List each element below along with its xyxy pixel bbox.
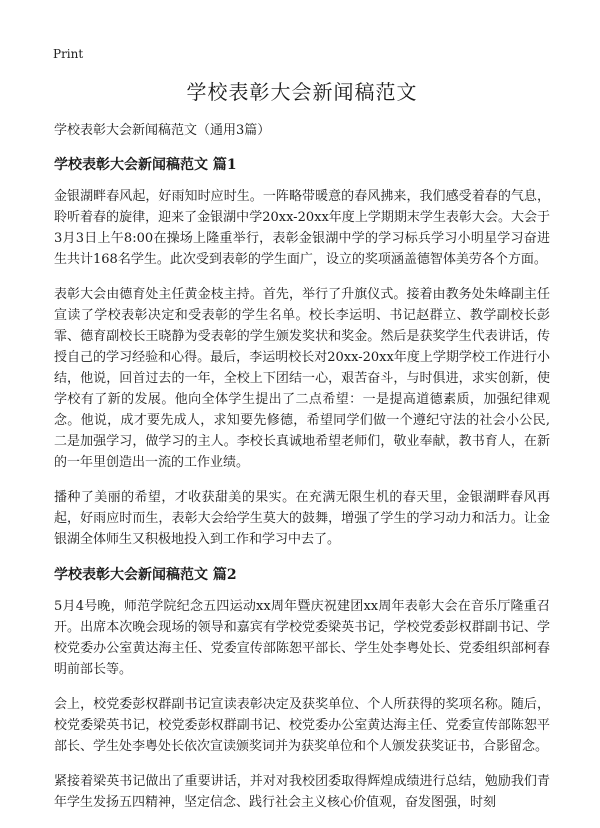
section-2 [54,564,550,813]
document-page [54,76,550,827]
section-1 [54,154,550,550]
paragraph: 表彰大会由德育处主任黄金枝主持。首先，举行了升旗仪式。接着由教务处朱峰副主任宣读了学校表彰决定和受表彰的学生名单。校长李运明、书记赵群立、教学副校长彭霏、德育副校长王晓静为受表彰的学生颁发奖状和奖金。然后是获奖学生代表讲话，传授自己的学习经验和心得。最后，李运明校长对20xx-20xx年度上学期学校工作进行小结，他说，回首过去的一年，全校上下团结一心，艰苦奋斗，与时俱进，求实创新，使学校有了新的发展。他向全体学生提出了二点希望：一是提高道德素质，加强纪律观念。他说，成才要先成人，求知要先修德，希望同学们做一个遵纪守法的社会小公民,二是加强学习，做学习的主人。李校长真诚地希望老师们，敬业奉献，教书育人，在新的一年里创造出一流的工作业绩。 [54,287,550,470]
section-heading: 学校表彰大会新闻稿范文 篇2 [54,567,237,583]
print-link[interactable]: Print [53,47,84,61]
paragraph: 会上，校党委彭权群副书记宣读表彰决定及获奖单位、个人所获得的奖项名称。随后，校党委梁英书记，校党委彭权群副书记、校党委办公室黄达海主任、党委宣传部陈恕平部长、学生处李粤处长依次宣读颁奖词并为获奖单位和个人颁发获奖证书，合影留念。 [54,697,550,754]
document-title: 学校表彰大会新闻稿范文 [186,80,418,104]
section-heading: 学校表彰大会新闻稿范文 篇1 [54,157,237,173]
paragraph: 紧接着梁英书记做出了重要讲话，并对对我校团委取得辉煌成绩进行总结，勉励我们青年学生发扬五四精神，坚定信念、践行社会主义核心价值观，奋发图强，时刻 [54,774,550,810]
paragraph: 5月4号晚，师范学院纪念五四运动xx周年暨庆祝建团xx周年表彰大会在音乐厅隆重召开。出席本次晚会现场的领导和嘉宾有学校党委梁英书记，学校党委彭权群副书记、学校党委办公室黄达海主任、党委宣传部陈恕平部长、学生处李粤处长、党委组织部柯春明前部长等。 [54,599,550,677]
paragraph: 播种了美丽的希望，才收获甜美的果实。在充满无限生机的春天里，金银湖畔春风再起，好雨应时而生，表彰大会给学生莫大的鼓舞，增强了学生的学习动力和活力。让金银湖全体师生又积极地投入到工作和学习中去了。 [54,490,550,547]
document-subtitle: 学校表彰大会新闻稿范文（通用3篇） [54,123,271,138]
paragraph: 金银湖畔春风起，好雨知时应时生。一阵略带暖意的春风拂来，我们感受着春的气息，聆听着春的旋律，迎来了金银湖中学20xx-20xx年度上学期期末学生表彰大会。大会于3月3日上午8:00在操场上隆重举行，表彰金银湖中学的学习标兵学习小明星学习奋进生共计168名学生。此次受到表彰的学生面广，设立的奖项涵盖德智体美劳各个方面。 [54,189,550,267]
